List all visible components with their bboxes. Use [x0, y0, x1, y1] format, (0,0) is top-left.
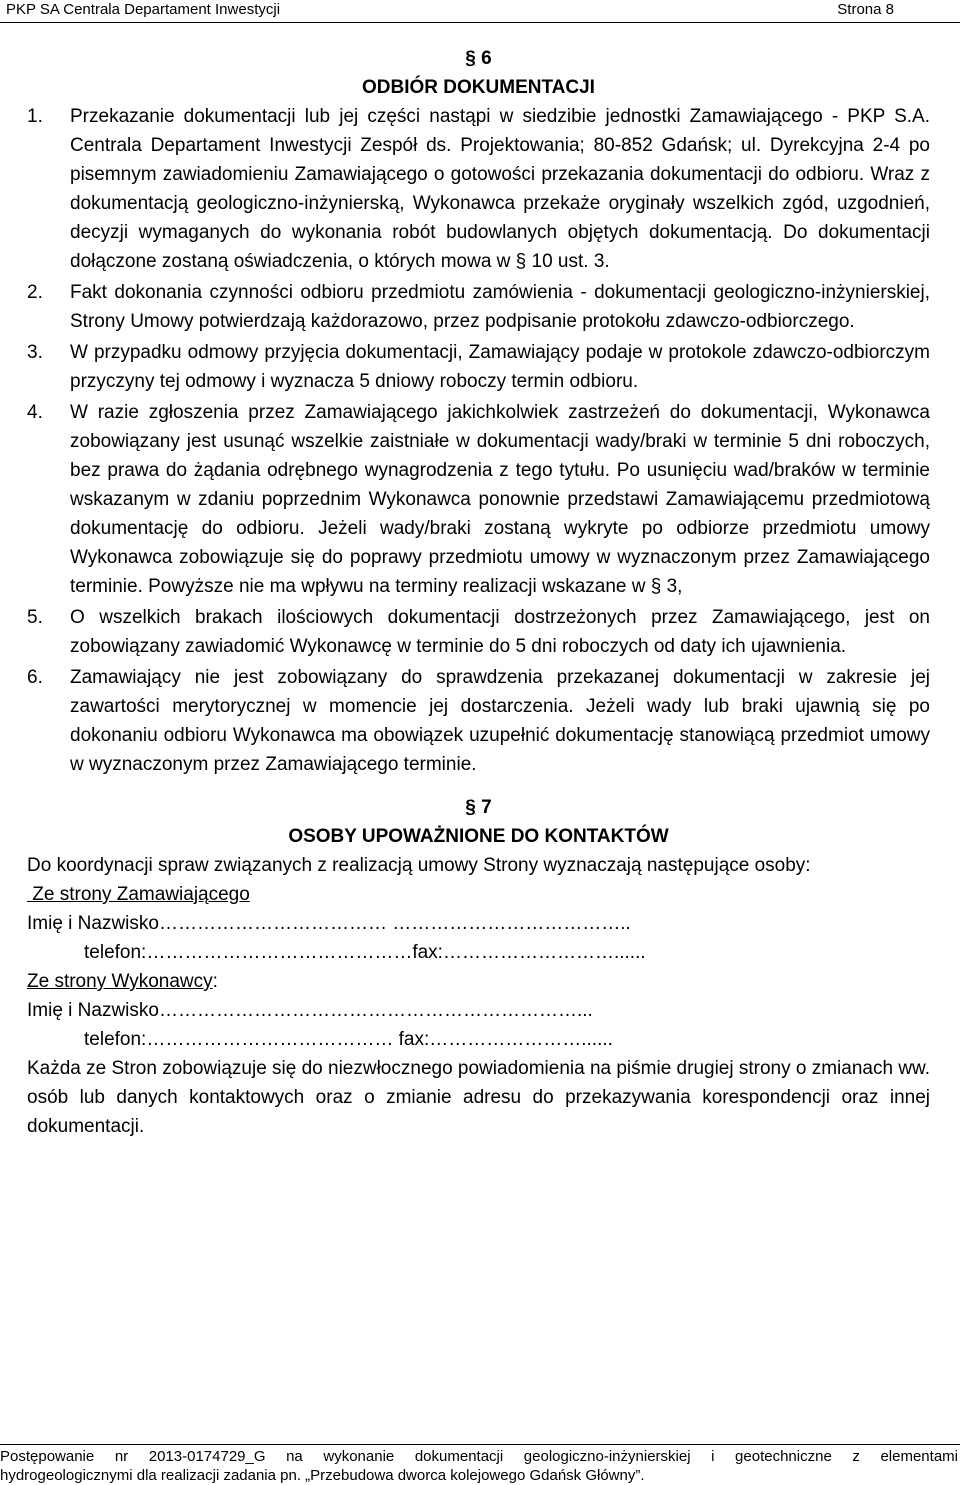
section-7-closing: Każda ze Stron zobowiązuje się do niezwłocznego powiadomienia na piśmie drugiej strony o zmianach ww. osób lub danych kontaktowych oraz o zmianie adresu do przekazywania korespondencji oraz innej dokumentacji.: [27, 1058, 930, 1137]
page-footer: [0, 1444, 960, 1485]
list-item: 2. Fakt dokonania czynności odbioru przedmiotu zamówienia - dokumentacji geologiczno-inżynierskiej, Strony Umowy potwierdzają każdorazowo, przez podpisanie protokołu zdawczo-odbiorczego.: [27, 282, 930, 332]
wykonawca-name-line: Imię i Nazwisko…………………………………………………………...: [27, 1000, 593, 1021]
list-item: 3. W przypadku odmowy przyjęcia dokumentacji, Zamawiający podaje w protokole zdawczo-odbiorczym przyczyny tej odmowy i wyznacza 5 dniowy roboczy termin odbioru.: [27, 342, 930, 392]
section-6-title: ODBIÓR DOKUMENTACJI: [362, 77, 595, 98]
section-symbol: §: [465, 48, 476, 69]
section-7-intro: Do koordynacji spraw związanych z realizacją umowy Strony wyznaczają następujące osoby:: [27, 855, 811, 876]
section-7-title: OSOBY UPOWAŻNIONE DO KONTAKTÓW: [288, 826, 669, 847]
wykonawca-heading-line: Ze strony Wykonawcy:: [27, 971, 218, 992]
footer-line-2: hydrogeologicznymi dla realizacji zadania pn. „Przebudowa dworca kolejowego Gdańsk Główny”.: [0, 1467, 645, 1484]
zamawiajacy-heading: Ze strony Zamawiającego: [27, 884, 250, 905]
list-item: 5. O wszelkich brakach ilościowych dokumentacji dostrzeżonych przez Zamawiającego, jest on zobowiązany zawiadomić Wykonawcę w terminie do 5 dni roboczych od daty ich ujawnienia.: [27, 607, 930, 657]
page-header: [0, 0, 960, 23]
list-item: 6. Zamawiający nie jest zobowiązany do sprawdzenia przekazanej dokumentacji w zakresie jej zawartości merytorycznej w momencie jej dostarczenia. Jeżeli wady lub braki ujawnią się po dokonaniu odbioru Wykonawca ma obowiązek uzupełnić dokumentację stanowiącą przedmiot umowy w wyznaczonym przez Zamawiającego terminie.: [27, 667, 930, 775]
list-item: 1. Przekazanie dokumentacji lub jej części nastąpi w siedzibie jednostki Zamawiającego - PKP S.A. Centrala Departament Inwestycji Zespół ds. Projektowania; 80-852 Gdańsk; ul. Dyrekcyjna 2-4 po pisemnym zawiadomieniu Zamawiającego o gotowości przekazania dokumentacji do odbioru. Wraz z dokumentacją geologiczno-inżynierską, Wykonawca przekaże oryginały wszelkich zgód, uzgodnień, decyzji wymaganych do wykonania robót budowlanych objętych dokumentacją. Do dokumentacji dołączone zostaną oświadczenia, o których mowa w § 10 ust. 3.: [27, 106, 930, 272]
header-organization: PKP SA Centrala Departament Inwestycji: [6, 1, 281, 18]
section-6-number: 6: [481, 48, 492, 69]
list-item: 4. W razie zgłoszenia przez Zamawiającego jakichkolwiek zastrzeżeń do dokumentacji, Wykonawca zobowiązany jest usunąć wszelkie zaistniałe w dokumentacji wady/braki w terminie 5 dni roboczych, bez prawa do żądania odrębnego wynagrodzenia z tego tytułu. Po usunięciu wad/braków w terminie wskazanym w zdaniu poprzednim Wykonawca ponownie przedstawi Zamawiającemu przedmiotową dokumentację do odbioru. Jeżeli wady/braki zostaną wykryte po odbiorze przedmiotu umowy Wykonawca zobowiązuje się do poprawy przedmiotu umowy w wyznaczonym przez Zamawiającego terminie. Powyższe nie ma wpływu na terminy realizacji wskazane w § 3,: [27, 402, 930, 597]
section-6-heading: [27, 44, 930, 102]
section-6-list: [27, 102, 930, 779]
section-7-heading: [27, 793, 930, 851]
zamawiajacy-phone-line: telefon:……………………………………fax:………………………......: [84, 942, 646, 963]
document-body: [27, 44, 930, 1141]
section-7-number: 7: [481, 797, 492, 818]
zamawiajacy-name-line: Imię i Nazwisko……………………………… ………………………………..: [27, 913, 631, 934]
wykonawca-phone-line: telefon:………………………………… fax:……………………......: [84, 1029, 613, 1050]
wykonawca-heading: Ze strony Wykonawcy: [27, 971, 213, 992]
footer-line-1: Postępowanie nr 2013-0174729_G na wykonanie dokumentacji geologiczno-inżynierskiej i geotechniczne z elementami: [0, 1448, 958, 1465]
header-page-number: Strona 8: [837, 1, 894, 18]
section-symbol: §: [465, 797, 476, 818]
